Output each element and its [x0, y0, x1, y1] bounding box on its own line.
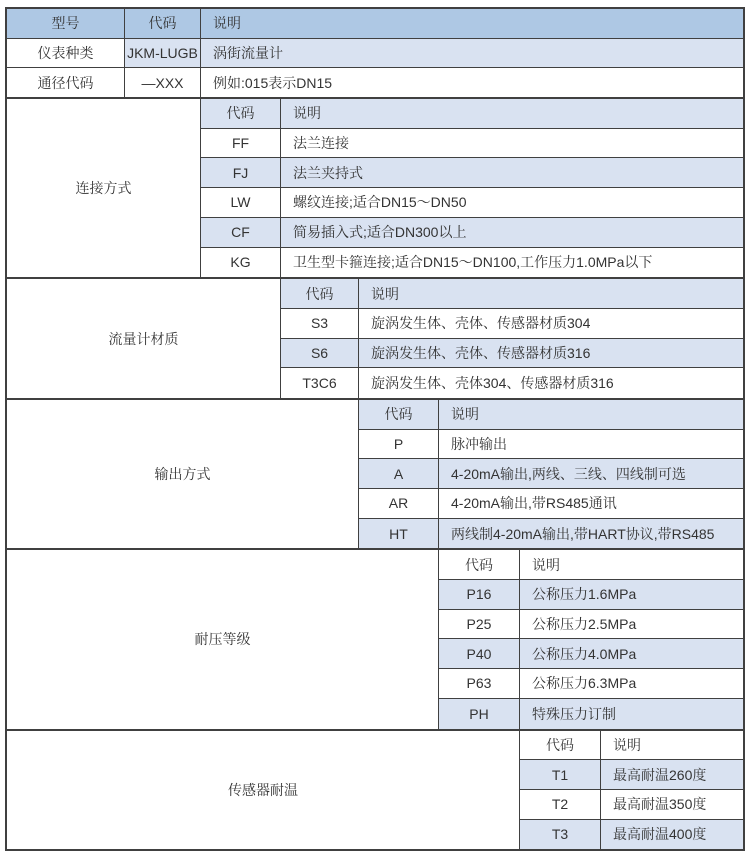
code-cell: P40	[439, 639, 520, 668]
code-cell: P63	[439, 669, 520, 698]
desc-cell: 公称压力2.5MPa	[520, 610, 743, 639]
col-header-model: 型号	[7, 9, 125, 38]
table-row	[359, 519, 743, 549]
desc-cell: 例如:015表示DN15	[201, 68, 743, 97]
section-connection-type	[7, 98, 743, 278]
table-row	[520, 760, 743, 790]
code-cell: P	[359, 430, 439, 459]
desc-cell: 旋涡发生体、壳体、传感器材质304	[359, 309, 743, 338]
code-cell: FF	[201, 129, 281, 158]
section-meter-material	[7, 278, 743, 399]
desc-cell: 最高耐温260度	[601, 760, 743, 789]
desc-cell: 两线制4-20mA输出,带HART协议,带RS485	[439, 519, 743, 549]
table-row	[201, 218, 743, 248]
table-row	[201, 158, 743, 188]
sub-header-code: 代码	[201, 99, 281, 128]
row-label: 仪表种类	[7, 39, 125, 68]
table-row	[439, 610, 743, 640]
desc-cell: 脉冲输出	[439, 430, 743, 459]
table-row	[520, 820, 743, 850]
desc-cell: 法兰夹持式	[281, 158, 743, 187]
desc-cell: 法兰连接	[281, 129, 743, 158]
desc-cell: 4-20mA输出,两线、三线、四线制可选	[439, 459, 743, 488]
desc-cell: 简易插入式;适合DN300以上	[281, 218, 743, 247]
table-row	[359, 430, 743, 460]
code-cell: P25	[439, 610, 520, 639]
code-cell: JKM-LUGB	[125, 39, 201, 68]
section-label: 传感器耐温	[7, 731, 520, 850]
code-cell: P16	[439, 580, 520, 609]
desc-cell: 公称压力6.3MPa	[520, 669, 743, 698]
sub-header-row	[201, 99, 743, 129]
sub-header-desc: 说明	[439, 400, 743, 429]
code-cell: CF	[201, 218, 281, 247]
code-cell: T2	[520, 790, 601, 819]
sub-header-code: 代码	[520, 731, 601, 760]
sub-header-code: 代码	[281, 279, 359, 308]
code-cell: PH	[439, 699, 520, 729]
table-row	[281, 368, 743, 398]
desc-cell: 4-20mA输出,带RS485通讯	[439, 489, 743, 518]
sub-header-row	[359, 400, 743, 430]
sub-header-desc: 说明	[520, 550, 743, 579]
table-row	[7, 68, 743, 98]
sub-header-desc: 说明	[359, 279, 743, 308]
sub-header-desc: 说明	[281, 99, 743, 128]
code-cell: LW	[201, 188, 281, 217]
desc-cell: 螺纹连接;适合DN15～DN50	[281, 188, 743, 217]
table-row	[7, 39, 743, 69]
code-cell: —XXX	[125, 68, 201, 97]
table-header-row	[7, 9, 743, 39]
sub-header-code: 代码	[359, 400, 439, 429]
table-row	[439, 639, 743, 669]
sub-header-row	[520, 731, 743, 761]
desc-cell: 公称压力1.6MPa	[520, 580, 743, 609]
table-row	[439, 580, 743, 610]
desc-cell: 最高耐温400度	[601, 820, 743, 850]
table-row	[439, 669, 743, 699]
row-label: 通径代码	[7, 68, 125, 97]
sub-header-row	[281, 279, 743, 309]
desc-cell: 卫生型卡箍连接;适合DN15～DN100,工作压力1.0MPa以下	[281, 248, 743, 278]
code-cell: A	[359, 459, 439, 488]
col-header-code: 代码	[125, 9, 201, 38]
section-output-mode	[7, 399, 743, 549]
table-row	[281, 309, 743, 339]
code-cell: T3	[520, 820, 601, 850]
code-cell: S6	[281, 339, 359, 368]
code-cell: T3C6	[281, 368, 359, 398]
desc-cell: 特殊压力订制	[520, 699, 743, 729]
sub-header-code: 代码	[439, 550, 520, 579]
desc-cell: 公称压力4.0MPa	[520, 639, 743, 668]
table-row	[439, 699, 743, 729]
section-label: 连接方式	[7, 99, 201, 277]
col-header-desc: 说明	[201, 9, 743, 38]
section-label: 输出方式	[7, 400, 359, 548]
table-row	[359, 489, 743, 519]
table-row	[201, 129, 743, 159]
desc-cell: 最高耐温350度	[601, 790, 743, 819]
code-cell: T1	[520, 760, 601, 789]
sub-header-row	[439, 550, 743, 580]
section-label: 耐压等级	[7, 550, 439, 728]
table-row	[201, 188, 743, 218]
code-cell: S3	[281, 309, 359, 338]
section-sensor-temperature	[7, 730, 743, 850]
desc-cell: 涡街流量计	[201, 39, 743, 68]
section-pressure-rating	[7, 549, 743, 729]
table-row	[201, 248, 743, 278]
code-cell: AR	[359, 489, 439, 518]
model-selection-table	[5, 7, 745, 851]
table-row	[281, 339, 743, 369]
table-row	[359, 459, 743, 489]
section-label: 流量计材质	[7, 279, 281, 398]
code-cell: KG	[201, 248, 281, 278]
code-cell: HT	[359, 519, 439, 549]
code-cell: FJ	[201, 158, 281, 187]
sub-header-desc: 说明	[601, 731, 743, 760]
table-row	[520, 790, 743, 820]
desc-cell: 旋涡发生体、壳体、传感器材质316	[359, 339, 743, 368]
desc-cell: 旋涡发生体、壳体304、传感器材质316	[359, 368, 743, 398]
